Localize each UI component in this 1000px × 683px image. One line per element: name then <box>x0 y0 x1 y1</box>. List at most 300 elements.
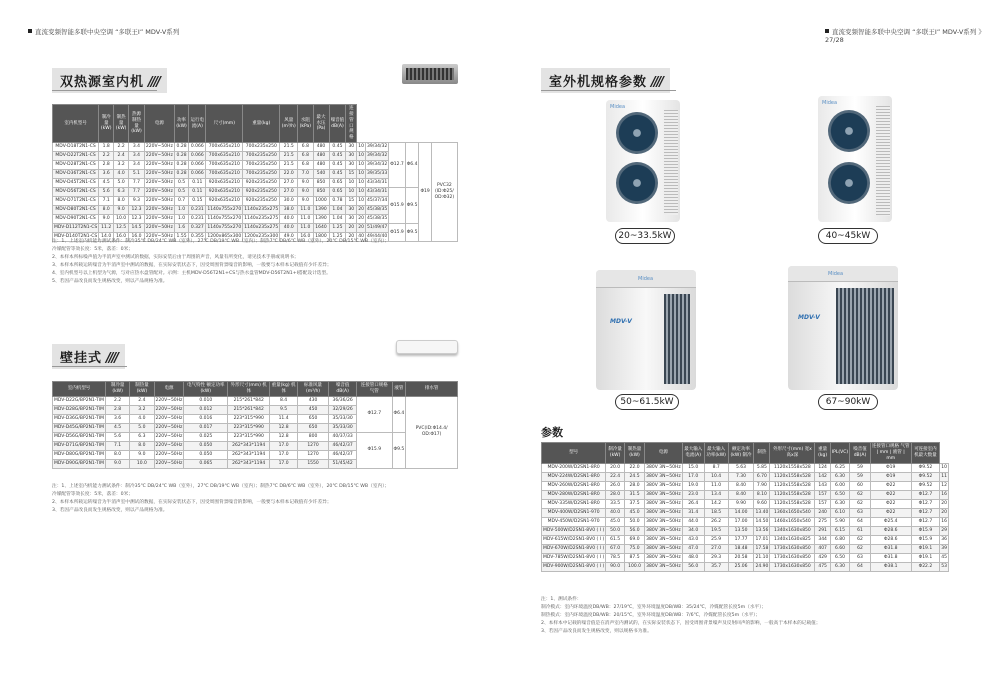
table-cell: 700x235x250 <box>243 143 280 152</box>
table-cell: 28.0 <box>624 481 644 490</box>
stripe-decoration: //// <box>651 75 663 90</box>
table-cell: 13.50 <box>728 526 754 535</box>
table-header-cell: 功率(kW) <box>174 105 188 143</box>
table-cell: 9.0 <box>298 188 313 197</box>
table-cell: 30 <box>346 215 357 224</box>
table-cell: 20 <box>940 499 949 508</box>
table-cell: 36 <box>940 535 949 544</box>
table-cell: 59 <box>850 472 871 481</box>
table-cell: 6.15 <box>830 526 849 535</box>
fan-icon <box>616 112 658 154</box>
table-cell: 1.6 <box>174 224 188 233</box>
table-cell: 220V~50Hz <box>144 233 174 242</box>
table-cell: MDV-615W/D2SN1-8V0 ( I ) <box>542 535 606 544</box>
table-cell: MDV-D36T2N1-CS <box>53 170 99 179</box>
table-cell: Φ22 <box>870 508 911 517</box>
table-cell: 62 <box>850 544 871 553</box>
table-cell: 0.45 <box>329 170 346 179</box>
table-cell: 10.0 <box>130 459 154 468</box>
table-cell: 0.5 <box>174 179 188 188</box>
table-cell: 2.2 <box>105 396 129 405</box>
table-cell: 5.6 <box>99 188 114 197</box>
table-cell: 0.11 <box>189 188 206 197</box>
table-cell: 0.231 <box>189 215 206 224</box>
table-cell: 8.40 <box>728 490 754 499</box>
table-cell: 56.0 <box>624 526 644 535</box>
table-cell: 1730x1630x850 <box>770 553 815 562</box>
table-cell: 5.0 <box>114 179 129 188</box>
table-cell: 220V~50Hz <box>154 396 184 405</box>
stripe-decoration: //// <box>148 75 160 90</box>
pipe-spec-cell: Φ15.9 <box>389 224 406 242</box>
table-cell: 20.0 <box>606 463 625 472</box>
table-cell: 20 <box>346 224 357 233</box>
table-cell: 220V~50Hz <box>144 188 174 197</box>
table-cell: 380V 3N~50Hz <box>645 490 683 499</box>
table-cell: MDV-D56G/BP2N1-TIM <box>53 432 106 441</box>
table-cell: 40.0 <box>280 224 298 233</box>
table-cell: 2.4 <box>114 152 129 161</box>
table-cell: 10 <box>357 161 366 170</box>
table-cell: 5.85 <box>754 463 770 472</box>
table-cell: 64 <box>850 562 871 571</box>
table-cell: MDV-400W/D2SN1-970 <box>542 508 606 517</box>
table-cell: 0.066 <box>189 152 206 161</box>
table-cell: 9.90 <box>728 499 754 508</box>
table-cell: 16.0 <box>114 233 129 242</box>
table-cell: 275 <box>815 517 830 526</box>
table-cell: MDV-D80T2N1-CS <box>53 206 99 215</box>
table-cell: 700x635x210 <box>206 161 243 170</box>
table-cell: 1270 <box>297 441 328 450</box>
table-cell: 46/42/37 <box>329 441 357 450</box>
section-title-dual: 双热源室内机 //// <box>52 68 167 93</box>
table-cell: 9.0 <box>114 206 129 215</box>
table-cell: 21.5 <box>280 143 298 152</box>
table-cell: 38.0 <box>280 206 298 215</box>
table-cell: 2.4 <box>130 396 154 405</box>
table-cell: 13.40 <box>754 508 770 517</box>
table-cell: 64 <box>850 517 871 526</box>
table-cell: 6.3 <box>130 432 154 441</box>
table-cell: 6.00 <box>830 481 849 490</box>
table-cell: 429 <box>815 553 830 562</box>
table-cell: MDV-D28T2N1-CS <box>53 161 99 170</box>
fan-icon <box>828 162 870 204</box>
table-cell: 4.5 <box>105 423 129 432</box>
table-cell: MDV-D45T2N1-CS <box>53 179 99 188</box>
table-cell: 220V~50Hz <box>154 414 184 423</box>
table-cell: 291 <box>815 526 830 535</box>
table-row <box>53 396 458 405</box>
table-row <box>542 499 949 508</box>
table-header-cell: 排水管 <box>406 382 458 397</box>
table-cell: 51/45/42 <box>329 459 357 468</box>
table-cell: 11.4 <box>270 414 298 423</box>
table-cell: 35.7 <box>704 562 728 571</box>
table-cell: Φ22 <box>870 490 911 499</box>
table-cell: 850 <box>313 179 329 188</box>
table-header-cell: 可连接室内机最大数量 <box>911 443 940 464</box>
note-line: 制热模式：室内环境温度DB/WB：20/15℃，室外环境温度DB/WB：7/6℃，冷媒配管长度5m（水平）； <box>541 613 761 618</box>
table-cell: 11.0 <box>298 224 313 233</box>
note-line: 冷媒配管等效长度：5米，落差：0米； <box>52 492 133 497</box>
table-row <box>542 544 949 553</box>
table-cell: 215*261*842 <box>228 396 270 405</box>
table-cell: MDV-200W/D2SN1-8R0 <box>542 463 606 472</box>
pipe-spec-cell: Φ6.4 <box>405 143 419 188</box>
table-cell: 12 <box>940 481 949 490</box>
table-cell: 3.4 <box>129 143 145 152</box>
table-row <box>53 143 458 152</box>
table-cell: 0.065 <box>184 459 228 468</box>
table-cell: 10 <box>940 463 949 472</box>
table-cell: 4.0 <box>130 414 154 423</box>
table-cell: 220V~50Hz <box>144 206 174 215</box>
table-cell: 7.90 <box>754 481 770 490</box>
table-cell: 62 <box>850 499 871 508</box>
table-cell: 1730x1630x850 <box>770 544 815 553</box>
table-header-cell: 最大输入功率(kW) <box>704 443 728 464</box>
table-cell: 1140x755x270 <box>206 224 243 233</box>
table-cell: 75.0 <box>624 544 644 553</box>
table-cell: 220V~50Hz <box>154 450 184 459</box>
outdoor-unit-67kw: Midea MDV-V <box>788 266 898 390</box>
table-cell: 17.77 <box>728 535 754 544</box>
table-cell: 1.04 <box>329 215 346 224</box>
table-cell: 16.0 <box>298 233 313 242</box>
table-cell: Φ9.52 <box>911 481 940 490</box>
table-cell: 0.231 <box>189 206 206 215</box>
table-cell: 13.56 <box>754 526 770 535</box>
table-cell: 56.0 <box>682 562 704 571</box>
table-cell: 240 <box>815 508 830 517</box>
table-cell: 17.01 <box>754 535 770 544</box>
table-cell: Φ28.6 <box>870 526 911 535</box>
table-cell: 1.0 <box>174 206 188 215</box>
table-cell: 45 <box>940 553 949 562</box>
dual-spec-table <box>52 104 458 242</box>
table-cell: 220V~50Hz <box>144 179 174 188</box>
mdv-v-logo: MDV-V <box>798 314 820 321</box>
table-cell: 44.0 <box>682 517 704 526</box>
table-cell: 5.1 <box>129 170 145 179</box>
table-cell: 26.2 <box>704 517 728 526</box>
table-cell: 33.5 <box>606 499 625 508</box>
table-cell: 407 <box>815 544 830 553</box>
pipe-spec-cell: Φ19 <box>419 143 431 242</box>
dual-notes <box>52 238 462 286</box>
table-cell: 17.58 <box>754 544 770 553</box>
table-cell: 45/38/35 <box>365 215 388 224</box>
table-cell: Φ22 <box>870 499 911 508</box>
table-cell: 223*315*990 <box>228 423 270 432</box>
table-cell: Φ9.52 <box>911 463 940 472</box>
header-left: 直流变频智能多联中央空调 “多联王Ⅰ” MDV-V系列 <box>28 27 179 36</box>
table-cell: 9.0 <box>298 179 313 188</box>
table-cell: 1140x235x275 <box>243 215 280 224</box>
wall-notes <box>52 483 462 515</box>
table-header-cell: 电源 <box>645 443 683 464</box>
table-cell: 0.016 <box>184 414 228 423</box>
table-cell: 480 <box>313 161 329 170</box>
table-cell: Φ38.1 <box>870 562 911 571</box>
table-cell: Φ9.52 <box>911 472 940 481</box>
table-cell: 8.4 <box>270 396 298 405</box>
table-cell: 1360x1650x540 <box>770 508 815 517</box>
table-header-cell: 重量(kg) <box>243 105 280 143</box>
table-cell: 0.65 <box>329 179 346 188</box>
table-row <box>542 472 949 481</box>
table-cell: 19.5 <box>704 526 728 535</box>
table-cell: 1640 <box>313 224 329 233</box>
table-cell: 17.0 <box>270 459 298 468</box>
table-cell: 15.0 <box>682 463 704 472</box>
table-cell: 6.30 <box>830 499 849 508</box>
table-cell: Φ28.6 <box>870 535 911 544</box>
table-cell: 1120x1558x528 <box>770 499 815 508</box>
table-cell: 9.0 <box>130 450 154 459</box>
table-cell: 223*315*990 <box>228 414 270 423</box>
table-cell: 10 <box>346 188 357 197</box>
table-row <box>53 224 458 233</box>
note-line: 注：1、测试条件： <box>541 597 582 602</box>
wall-unit-image <box>396 340 458 354</box>
table-cell: 380V 3N~50Hz <box>645 481 683 490</box>
table-cell: 1140x235x275 <box>243 224 280 233</box>
table-cell: 480 <box>313 152 329 161</box>
table-cell: Φ12.7 <box>911 508 940 517</box>
table-cell: 6.50 <box>830 490 849 499</box>
table-cell: 380V 3N~50Hz <box>645 463 683 472</box>
table-cell: 43/34/31 <box>365 188 388 197</box>
table-header-cell: 制热量(kW) <box>114 105 129 143</box>
table-cell: 40.0 <box>280 215 298 224</box>
table-cell: 9.0 <box>99 215 114 224</box>
table-cell: 3.4 <box>129 152 145 161</box>
table-cell: 380V 3N~50Hz <box>645 499 683 508</box>
table-cell: 30.0 <box>280 197 298 206</box>
table-cell: 0.066 <box>189 161 206 170</box>
table-cell: 6.60 <box>830 544 849 553</box>
table-cell: 0.050 <box>184 450 228 459</box>
table-cell: 9.5 <box>270 405 298 414</box>
table-cell: 7.30 <box>728 472 754 481</box>
table-cell: 1120x1558x528 <box>770 463 815 472</box>
table-cell: 14.00 <box>728 508 754 517</box>
table-cell: 2.8 <box>99 161 114 170</box>
table-cell: 450 <box>297 405 328 414</box>
table-cell: 0.010 <box>184 396 228 405</box>
table-cell: 25.9 <box>704 535 728 544</box>
table-cell: 40.0 <box>606 508 625 517</box>
table-cell: 220V~50Hz <box>144 152 174 161</box>
pipe-spec-cell: Φ9.5 <box>405 188 419 224</box>
table-cell: MDV-D36G/BP2N1-TIM <box>53 414 106 423</box>
table-cell: 0.050 <box>184 441 228 450</box>
table-cell: 0.28 <box>174 143 188 152</box>
table-cell: 650 <box>297 414 328 423</box>
table-cell: 1.25 <box>329 224 346 233</box>
table-cell: 34.0 <box>682 526 704 535</box>
table-cell: MDV-D140T2N1-CS <box>53 233 99 242</box>
table-cell: 0.017 <box>184 423 228 432</box>
table-cell: 0.025 <box>184 432 228 441</box>
table-cell: 12.3 <box>129 215 145 224</box>
table-header-cell: 外形尺寸(mm) 机体 <box>228 382 270 397</box>
table-cell: 61 <box>850 526 871 535</box>
table-cell: 20 <box>357 215 366 224</box>
table-cell: 1000 <box>313 197 329 206</box>
table-cell: MDV-D90G/BP2N1-TIM <box>53 459 106 468</box>
table-cell: 16.0 <box>129 233 145 242</box>
table-cell: 142 <box>815 472 830 481</box>
table-header-cell: 噪音值dB(A) <box>850 443 871 464</box>
table-cell: Φ22.2 <box>911 562 940 571</box>
table-cell: 15 <box>346 170 357 179</box>
table-row <box>542 562 949 571</box>
table-cell: 8.7 <box>704 463 728 472</box>
table-cell: 0.11 <box>189 179 206 188</box>
table-cell: MDV-335W/D2SN1-8R0 <box>542 499 606 508</box>
table-cell: 6.3 <box>114 188 129 197</box>
table-cell: Φ22 <box>870 481 911 490</box>
table-cell: 124 <box>815 463 830 472</box>
table-cell: 53 <box>940 562 949 571</box>
table-cell: 20 <box>346 233 357 242</box>
table-cell: 850 <box>313 188 329 197</box>
table-cell: 29.3 <box>704 553 728 562</box>
table-header-cell: 制热量(kW) <box>130 382 154 397</box>
table-cell: 59 <box>850 463 871 472</box>
table-cell: 12.8 <box>270 423 298 432</box>
table-cell: 26.0 <box>606 481 625 490</box>
table-cell: 9.0 <box>105 459 129 468</box>
table-row <box>542 508 949 517</box>
table-cell: 36/36/26 <box>329 396 357 405</box>
table-header-cell: 电源 <box>154 382 184 397</box>
table-cell: 17.0 <box>270 450 298 459</box>
table-cell: 1140x755x270 <box>206 206 243 215</box>
note-line: 2、本样本中记载的噪音值是在消声室内测试的，在实际安装状态下，因受周围背景噪声及反射回声的影响，一般高于本样本的记载值； <box>541 621 821 626</box>
table-cell: 22.0 <box>624 463 644 472</box>
table-cell: 69.0 <box>624 535 644 544</box>
table-cell: 1270 <box>297 450 328 459</box>
table-cell: 45.0 <box>606 517 625 526</box>
table-cell: 1340x1630x850 <box>770 526 815 535</box>
note-line: 3、若因产品改良而发生规格改变，则以规格书为准。 <box>541 629 652 634</box>
table-cell: 3.2 <box>114 161 129 170</box>
table-cell: 30 <box>346 143 357 152</box>
table-cell: 6.8 <box>298 152 313 161</box>
table-cell: 223*315*990 <box>228 432 270 441</box>
table-cell: 6.70 <box>754 472 770 481</box>
table-cell: Φ25.4 <box>870 517 911 526</box>
table-cell: 40/37/33 <box>329 432 357 441</box>
table-cell: 700x235x250 <box>243 170 280 179</box>
table-cell: 11.0 <box>298 215 313 224</box>
table-cell: 6.30 <box>830 472 849 481</box>
table-cell: Φ15.9 <box>911 535 940 544</box>
table-cell: 0.28 <box>174 152 188 161</box>
table-cell: 9.3 <box>129 197 145 206</box>
table-cell: 1.55 <box>174 233 188 242</box>
pipe-spec-cell: Φ9.5 <box>392 432 406 468</box>
table-header-cell: IPL(VC) <box>830 443 849 464</box>
table-cell: 700x635x210 <box>206 152 243 161</box>
table-header-cell: 液管 <box>392 382 406 397</box>
table-cell: MDV-900W/D2SN1-8V0 ( I ) <box>542 562 606 571</box>
pipe-spec-cell: Φ12.7 <box>357 396 392 432</box>
table-cell: 4.5 <box>99 179 114 188</box>
table-cell: 39 <box>940 544 949 553</box>
table-cell: 0.45 <box>329 152 346 161</box>
table-cell: 480 <box>313 143 329 152</box>
table-cell: 475 <box>815 562 830 571</box>
table-cell: 920x235x250 <box>243 197 280 206</box>
outdoor-unit-40kw: Midea <box>818 96 892 222</box>
table-cell: MDV-280W/D2SN1-8R0 <box>542 490 606 499</box>
table-cell: 27.0 <box>280 188 298 197</box>
table-cell: 0.5 <box>174 188 188 197</box>
title-underline <box>52 366 127 367</box>
table-cell: 61.5 <box>606 535 625 544</box>
table-header-cell: 热源制热量(kW) <box>129 105 145 143</box>
table-cell: 60 <box>850 481 871 490</box>
table-cell: 344 <box>815 535 830 544</box>
table-cell: 13.4 <box>704 490 728 499</box>
table-header-cell: 重量(kg) 机体 <box>270 382 298 397</box>
table-cell: Φ19.1 <box>911 553 940 562</box>
table-row <box>53 432 458 441</box>
table-cell: 540 <box>313 170 329 179</box>
table-header-cell: 最大输入电流(A) <box>682 443 704 464</box>
table-cell: 700x635x210 <box>206 170 243 179</box>
table-cell: 3.4 <box>129 161 145 170</box>
section-title-outdoor: 室外机规格参数 //// <box>541 68 670 93</box>
table-header-cell: 额定功率(kW) 制冷 <box>728 443 754 464</box>
table-header-cell: 型号 <box>542 443 606 464</box>
table-cell: 78.5 <box>606 553 625 562</box>
table-cell: 47.0 <box>682 544 704 553</box>
table-cell: 11.2 <box>99 224 114 233</box>
table-row <box>53 188 458 197</box>
table-cell: 4.0 <box>114 170 129 179</box>
table-cell: 22.0 <box>280 170 298 179</box>
table-header-cell: 外形尺寸(mm) 宽x高x深 <box>770 443 815 464</box>
table-header-cell: 制冷量(kW) <box>99 105 114 143</box>
table-cell: 215*261*842 <box>228 405 270 414</box>
table-cell: MDV-D71T2N1-CS <box>53 197 99 206</box>
table-cell: 39/35/33 <box>365 170 388 179</box>
table-cell: 20.58 <box>728 553 754 562</box>
table-cell: 1390 <box>313 215 329 224</box>
table-header-cell: 室内机型号 <box>53 105 99 143</box>
table-cell: 14.50 <box>754 517 770 526</box>
table-cell: 25.06 <box>728 562 754 571</box>
table-cell: MDV-D90T2N1-CS <box>53 215 99 224</box>
table-cell: 6.30 <box>830 562 849 571</box>
table-cell: 49/44/40 <box>365 233 388 242</box>
table-cell: 0.45 <box>329 161 346 170</box>
table-header-cell: 风量(m³/h) <box>280 105 298 143</box>
table-cell: 220V~50Hz <box>154 441 184 450</box>
table-cell: MDV-D18T2N1-CS <box>53 143 99 152</box>
table-cell: MDV-D22G/BP2N1-TIM <box>53 396 106 405</box>
table-cell: 920x235x250 <box>243 188 280 197</box>
table-cell: 380V 3N~50Hz <box>645 508 683 517</box>
table-row <box>542 553 949 562</box>
